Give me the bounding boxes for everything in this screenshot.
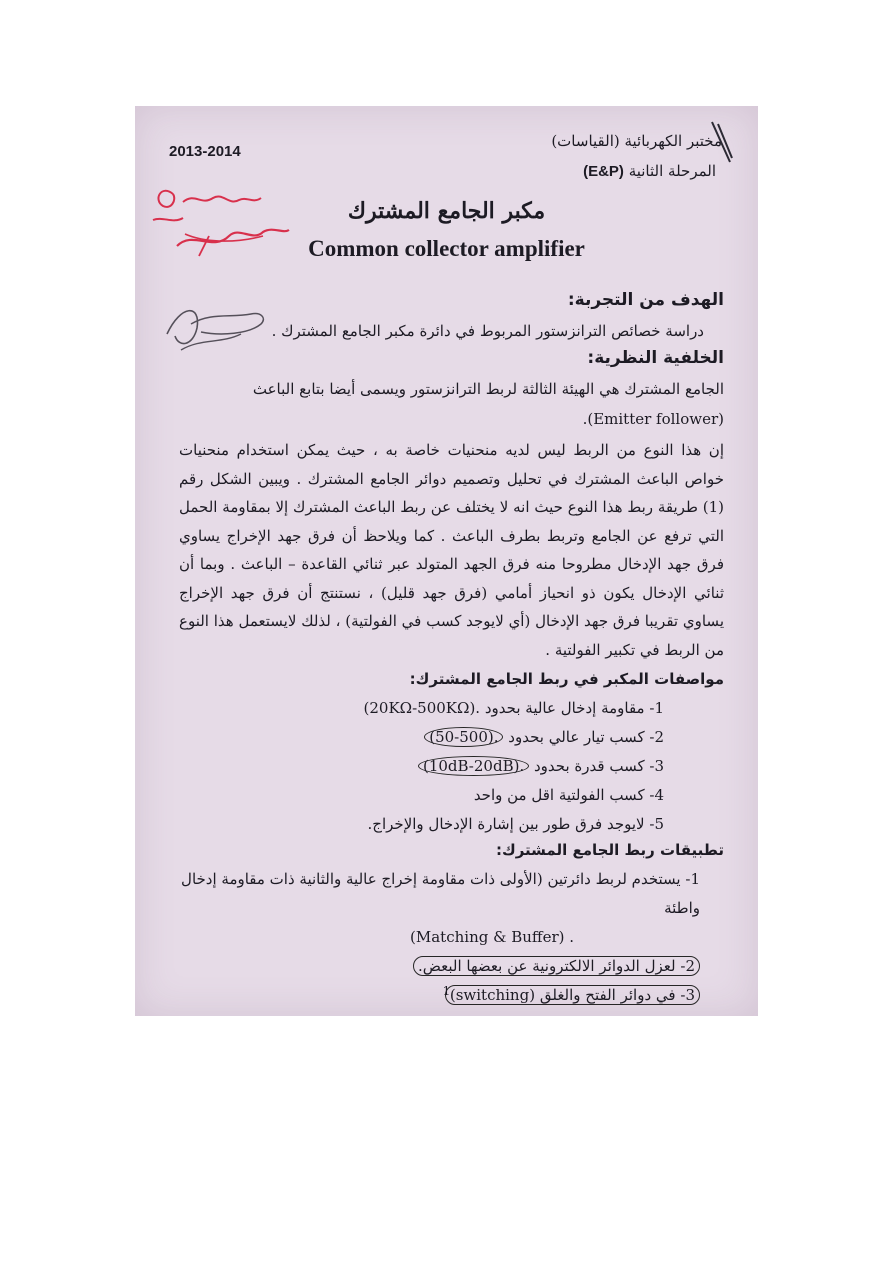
list-item: (Matching & Buffer) .	[410, 928, 574, 946]
header-tick-mark	[708, 120, 734, 166]
list-item: 2- كسب تيار عالي بحدود (50-500).	[179, 723, 724, 752]
list-item: 5- لايوجد فرق طور بين إشارة الإدخال والإخراج.	[367, 815, 664, 833]
stage-code: (E&P)	[583, 163, 624, 180]
list-item: 3- في دوائر الفتح والغلق (switching)	[179, 981, 724, 1010]
list-item: 3- كسب قدرة بحدود (10dB-20dB).	[179, 752, 724, 781]
specs-heading: مواصفات المكبر في ربط الجامع المشترك:	[409, 670, 724, 688]
spec-value-circled: (50-500).	[424, 727, 503, 747]
title-arabic: مكبر الجامع المشترك	[347, 198, 546, 224]
list-item: 1- يستخدم لربط دائرتين (الأولى ذات مقاومة إخراج عالية والثانية ذات مقاومة إدخال واطئة	[181, 870, 700, 917]
stage-text: المرحلة الثانية	[628, 162, 716, 180]
list-item: 2- لعزل الدوائر الالكترونية عن بعضها البعض.	[179, 952, 724, 981]
spec-value-circled: (10dB-20dB).	[418, 756, 529, 776]
theory-paragraph-2: إن هذا النوع من الربط ليس لديه منحنيات خاصة به ، حيث يمكن استخدام منحنيات خواص الباعث المشترك في تحليل وتصميم دوائر الجامع المشترك . ويبين الشكل رقم (1) طريقة ربط هذا النوع حيث انه لا يختلف عن ربط الباعث المشترك إلا بمقاومة الحمل التي ترفع عن الجامع وتربط بطرف الباعث . كما ويلاحظ أن فرق جهد الإخراج يساوي فرق جهد الإدخال مطروحا منه فرق الجهد المتولد عبر ثنائي القاعدة – الباعث . وبما أن ثنائي الإدخال يكون ذو انحياز أمامي (فرق جهد قليل) ، نستنتج أن فرق جهد الإخراج يساوي تقريبا فرق جهد الإدخال (أي لايوجد كسب في الفولتية) ، لذلك لايستعمل هذا النوع من الربط في تكبير الفولتية .	[179, 441, 724, 659]
lab-name: مختبر الكهربائية (القياسات)	[551, 132, 722, 150]
specs-list	[179, 694, 724, 839]
stage-label	[583, 162, 716, 180]
objective-text: دراسة خصائص الترانزستور المربوط في دائرة مكبر الجامع المشترك .	[271, 322, 704, 340]
academic-year: 2013-2014	[169, 143, 241, 160]
spec-value: (20KΩ-500KΩ).	[363, 699, 481, 717]
objective-heading: الهدف من التجربة:	[567, 290, 724, 310]
document-body	[179, 290, 724, 1010]
theory-paragraph-1: الجامع المشترك هي الهيئة الثالثة لربط الترانزستور ويسمى أيضا بتابع الباعث	[252, 380, 724, 398]
theory-heading: الخلفية النظرية:	[587, 348, 724, 368]
document-page	[135, 106, 758, 1016]
list-item: 1- مقاومة إدخال عالية بحدود (20KΩ-500KΩ).	[363, 699, 664, 717]
theory-paragraph-1-english: (Emitter follower).	[582, 410, 724, 428]
applications-heading: تطبيقات ربط الجامع المشترك:	[495, 841, 724, 859]
page-number: 1	[442, 984, 451, 998]
title-english: Common collector amplifier	[308, 236, 585, 261]
list-item: 4- كسب الفولتية اقل من واحد	[473, 786, 664, 804]
